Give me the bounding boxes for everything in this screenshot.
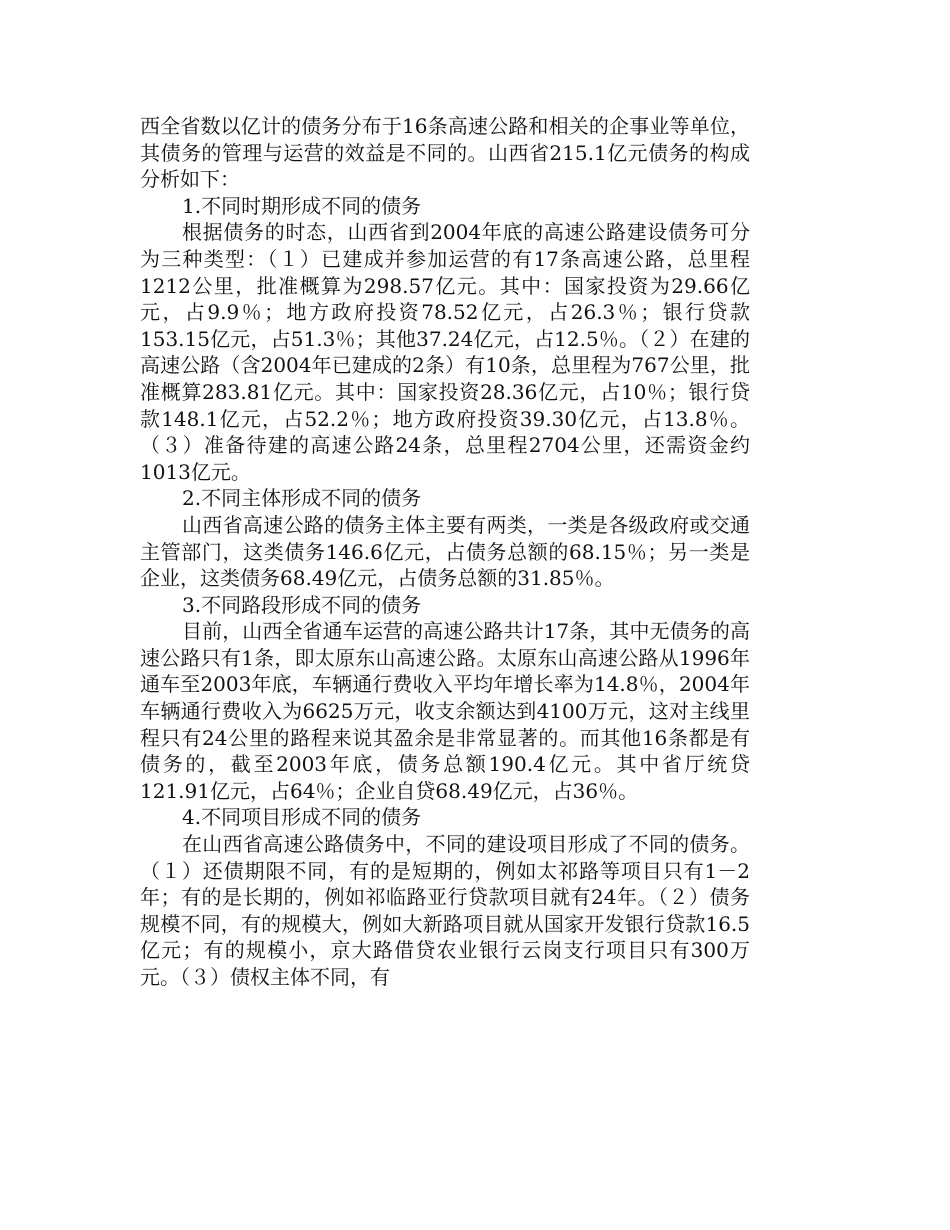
document-body [140,113,750,991]
section-heading-4: 4.不同项目形成不同的债务 [182,805,422,830]
section-heading-2: 2.不同主体形成不同的债务 [182,486,422,511]
paragraph-debt-by-period: 根据债务的时态，山西省到2004年底的高速公路建设债务可分为三种类型：（１）已建成并参加运营的有17条高速公路，总里程1212公里，批准概算为298.57亿元。其中：国家投资为29.66亿元，占9.9％；地方政府投资78.52亿元，占26.3％；银行贷款153.15亿元，占51.3％；其他37.24亿元，占12.5％。（２）在建的高速公路（含2004年已建成的2条）有10条，总里程为767公里，批准概算283.81亿元。其中：国家投资28.36亿元，占10％；银行贷款148.1亿元，占52.2％；地方政府投资39.30亿元，占13.8％。（３）准备待建的高速公路24条，总里程2704公里，还需资金约1013亿元。 [140,220,750,484]
paragraph-debt-by-project: 在山西省高速公路债务中，不同的建设项目形成了不同的债务。（１）还债期限不同，有的是短期的，例如太祁路等项目只有1－2年；有的是长期的，例如祁临路亚行贷款项目就有24年。（２）债务规模不同，有的规模大，例如大新路项目就从国家开发银行贷款16.5亿元；有的规模小，京大路借贷农业银行云岗支行项目只有300万元。（３）债权主体不同，有 [140,832,750,989]
section-heading-1: 1.不同时期形成不同的债务 [182,193,422,218]
paragraph-debt-by-road-section: 目前，山西全省通车运营的高速公路共计17条，其中无债务的高速公路只有1条，即太原东山高速公路。太原东山高速公路从1996年通车至2003年底，车辆通行费收入平均年增长率为14.8％，2004年车辆通行费收入为6625万元，收支余额达到4100万元，这对主线里程只有24公里的路程来说其盈余是非常显著的。而其他16条都是有债务的，截至2003年底，债务总额190.4亿元。其中省厅统贷121.91亿元，占64％；企业自贷68.49亿元，占36％。 [140,619,750,803]
section-heading-3: 3.不同路段形成不同的债务 [182,592,422,617]
paragraph-debt-by-subject: 山西省高速公路的债务主体主要有两类，一类是各级政府或交通主管部门，这类债务146.6亿元，占债务总额的68.15％；另一类是企业，这类债务68.49亿元，占债务总额的31.85％。 [140,512,750,591]
paragraph-intro-continuation: 西全省数以亿计的债务分布于16条高速公路和相关的企事业等单位，其债务的管理与运营的效益是不同的。山西省215.1亿元债务的构成分析如下： [140,114,750,192]
